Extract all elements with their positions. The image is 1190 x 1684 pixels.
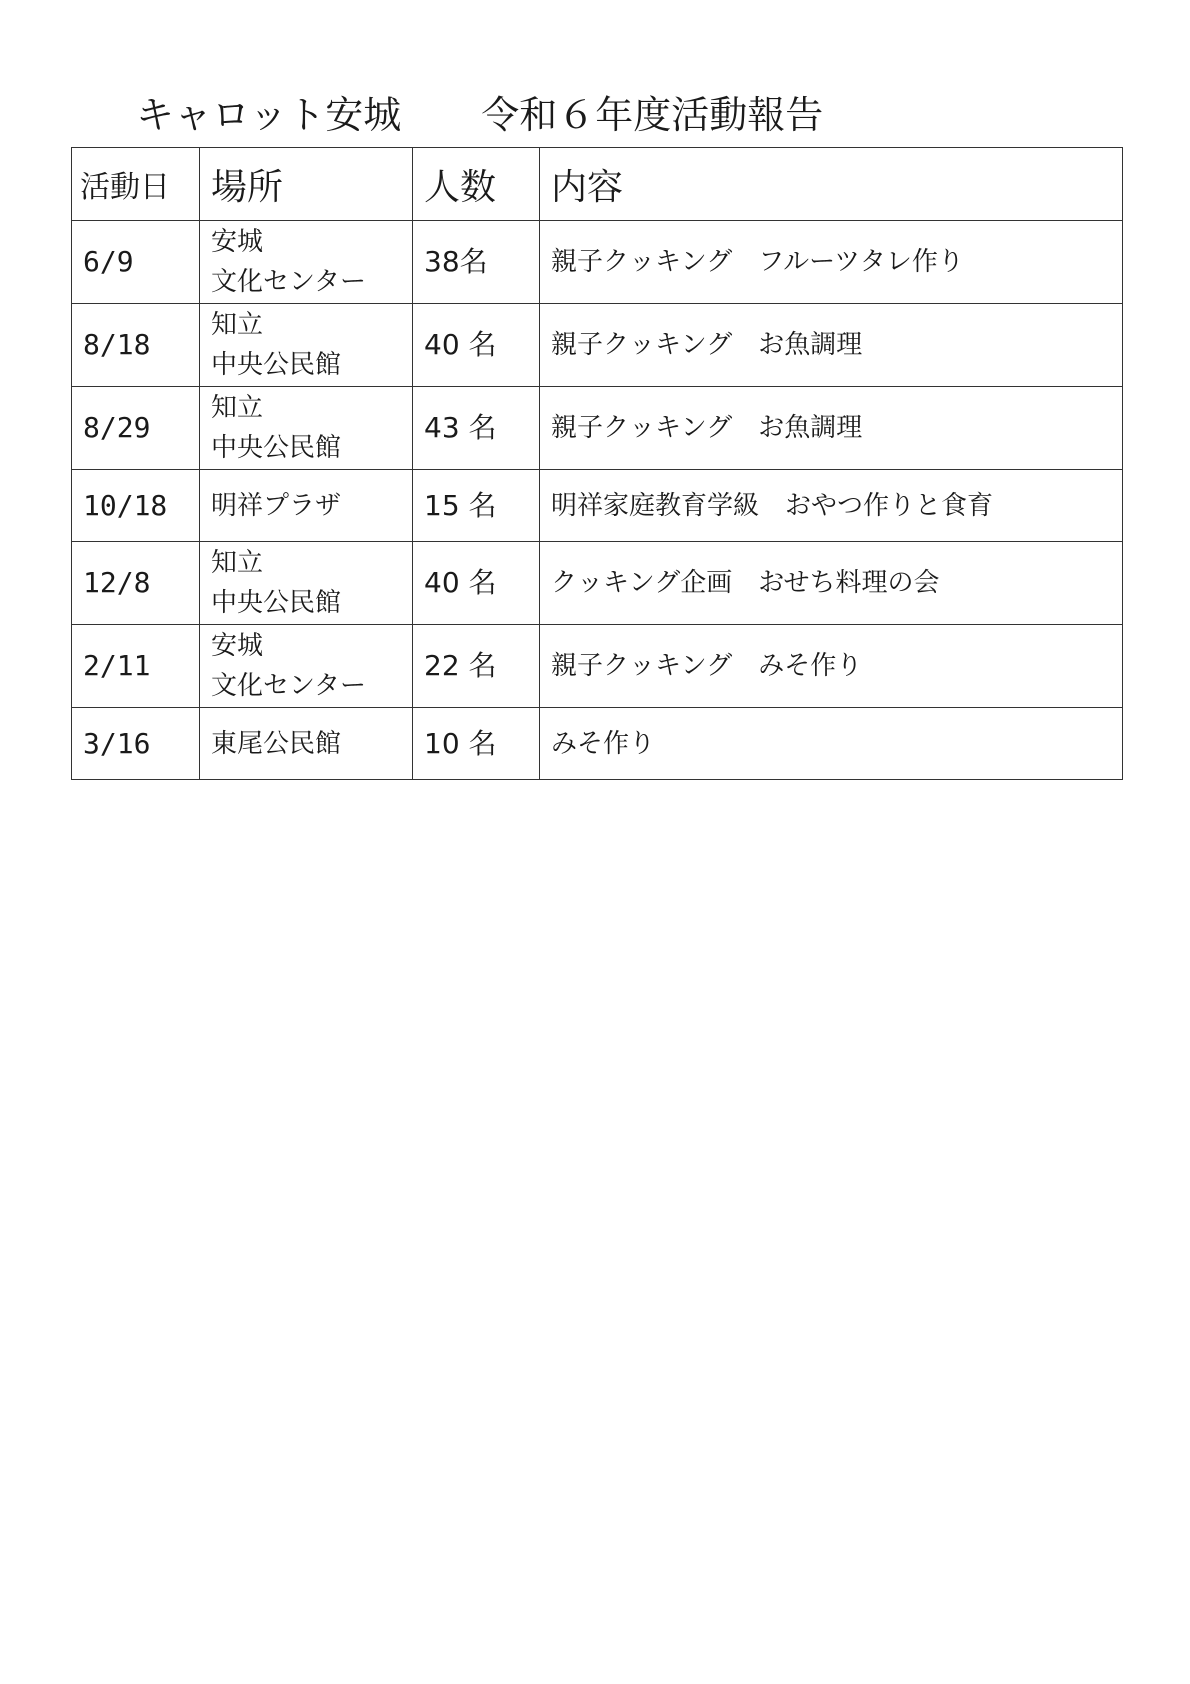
cell-place <box>200 542 413 625</box>
place-line: 知立 <box>211 548 264 578</box>
place-line: 中央公民館 <box>211 588 342 618</box>
cell-place <box>200 304 413 387</box>
cell-count: 40 名 <box>413 304 540 387</box>
table-row <box>72 542 1123 625</box>
cell-content: 親子クッキング お魚調理 <box>540 304 1123 387</box>
cell-date: 8/18 <box>72 304 200 387</box>
cell-count: 22 名 <box>413 625 540 708</box>
place-line: 中央公民館 <box>211 433 342 463</box>
cell-place <box>200 708 413 780</box>
header-place: 場所 <box>200 148 413 221</box>
table-row <box>72 304 1123 387</box>
place-line: 明祥プラザ <box>211 490 342 521</box>
place-line: 知立 <box>211 310 264 340</box>
organization-name: キャロット安城 <box>136 93 402 137</box>
cell-content: クッキング企画 おせち料理の会 <box>540 542 1123 625</box>
cell-content: 親子クッキング フルーツタレ作り <box>540 221 1123 304</box>
report-title: 令和６年度活動報告 <box>481 93 824 137</box>
header-content: 内容 <box>540 148 1123 221</box>
cell-content: 親子クッキング お魚調理 <box>540 387 1123 470</box>
cell-count: 40 名 <box>413 542 540 625</box>
cell-date: 3/16 <box>72 708 200 780</box>
table-row <box>72 387 1123 470</box>
place-line: 東尾公民館 <box>211 728 342 759</box>
table-header-row <box>72 148 1123 221</box>
cell-place <box>200 625 413 708</box>
cell-date: 6/9 <box>72 221 200 304</box>
place-line: 安城 <box>211 631 264 661</box>
header-count: 人数 <box>413 148 540 221</box>
cell-content: 親子クッキング みそ作り <box>540 625 1123 708</box>
cell-count: 15 名 <box>413 470 540 542</box>
place-line: 中央公民館 <box>211 350 342 380</box>
cell-count: 43 名 <box>413 387 540 470</box>
cell-place <box>200 387 413 470</box>
table-row <box>72 708 1123 780</box>
place-line: 文化センター <box>211 267 366 297</box>
place-line: 安城 <box>211 227 264 257</box>
place-line: 文化センター <box>211 671 366 701</box>
table-row <box>72 625 1123 708</box>
cell-place <box>200 470 413 542</box>
cell-content: 明祥家庭教育学級 おやつ作りと食育 <box>540 470 1123 542</box>
cell-date: 8/29 <box>72 387 200 470</box>
cell-count: 38名 <box>413 221 540 304</box>
header-date: 活動日 <box>72 148 200 221</box>
cell-content: みそ作り <box>540 708 1123 780</box>
cell-date: 10/18 <box>72 470 200 542</box>
table-row <box>72 470 1123 542</box>
table-row <box>72 221 1123 304</box>
cell-date: 2/11 <box>72 625 200 708</box>
cell-count: 10 名 <box>413 708 540 780</box>
page-title <box>136 84 823 139</box>
cell-place <box>200 221 413 304</box>
activity-report-table <box>71 147 1123 780</box>
cell-date: 12/8 <box>72 542 200 625</box>
place-line: 知立 <box>211 393 264 423</box>
